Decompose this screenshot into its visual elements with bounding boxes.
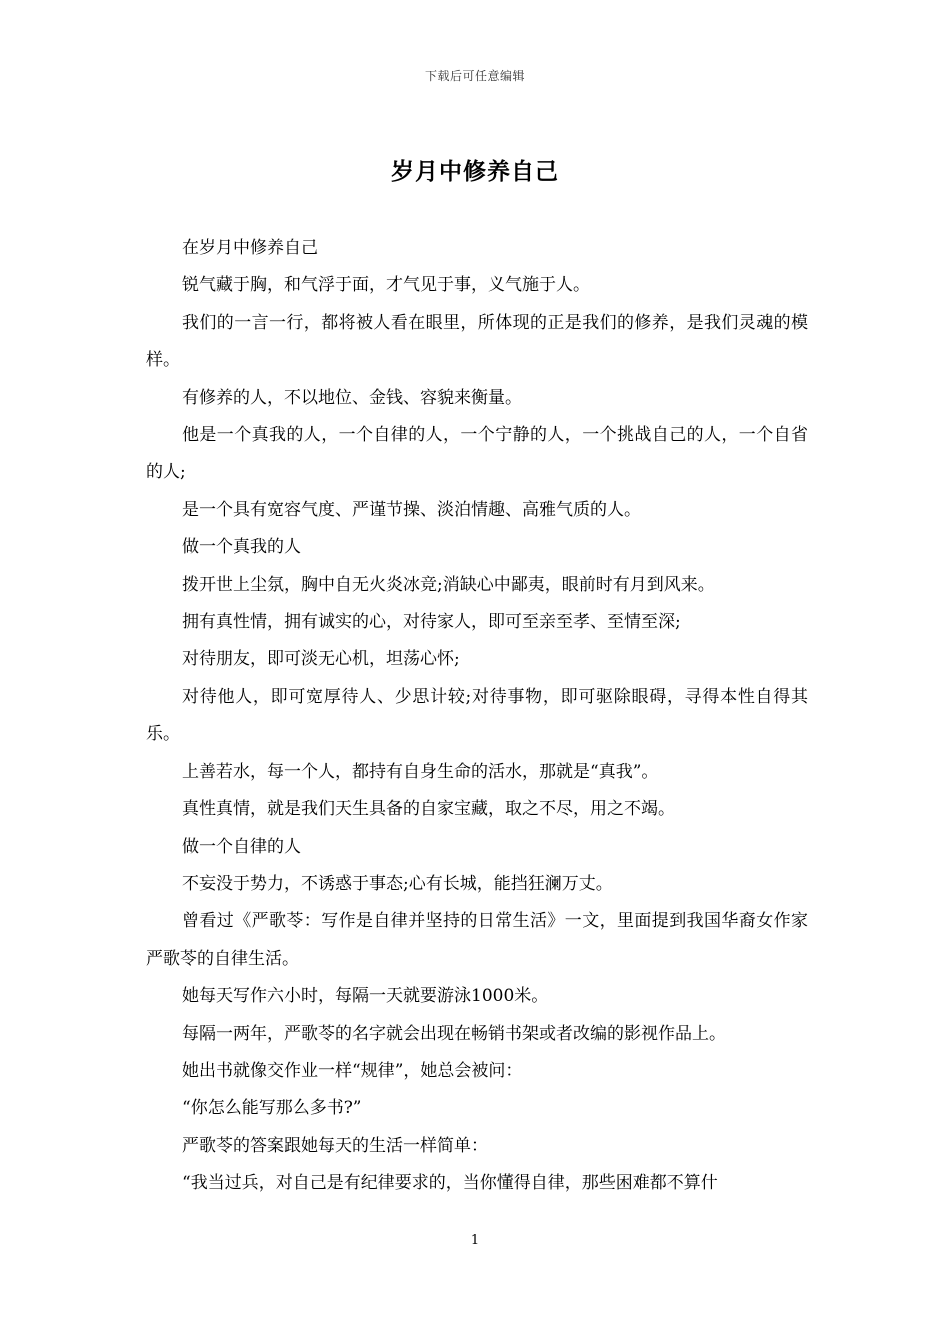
paragraph: 有修养的人，不以地位、金钱、容貌来衡量。 (182, 387, 522, 408)
paragraph: 她每天写作六小时，每隔一天就要游泳1000米。 (182, 986, 549, 1007)
paragraph: “你怎么能写那么多书?” (182, 1098, 362, 1119)
section-heading: 做一个自律的人 (182, 836, 301, 857)
paragraph: 对待朋友，即可淡无心机，坦荡心怀; (182, 649, 460, 670)
paragraph: 真性真情，就是我们天生具备的自家宝藏，取之不尽，用之不竭。 (182, 799, 675, 820)
page-number: 1 (470, 1233, 480, 1248)
paragraph: 他是一个真我的人，一个自律的人，一个宁静的人，一个挑战自己的人，一个自省的人; (146, 425, 808, 483)
page-header-note: 下载后可任意编辑 (424, 69, 525, 83)
paragraph: 在岁月中修养自己 (182, 238, 318, 258)
paragraph: 对待他人，即可宽厚待人、少思计较;对待事物，即可驱除眼碍，寻得本性自得其乐。 (146, 686, 808, 745)
paragraph: 锐气藏于胸，和气浮于面，才气见于事，义气施于人。 (182, 275, 590, 296)
paragraph: 她出书就像交作业一样“规律”，她总会被问： (182, 1060, 523, 1081)
section-heading: 做一个真我的人 (182, 537, 301, 558)
paragraph: 是一个具有宽容气度、严谨节操、淡泊情趣、高雅气质的人。 (182, 499, 641, 520)
paragraph: 每隔一两年，严歌苓的名字就会出现在畅销书架或者改编的影视作品上。 (182, 1023, 726, 1044)
paragraph: 我们的一言一行，都将被人看在眼里，所体现的正是我们的修养，是我们灵魂的模样。 (146, 312, 808, 371)
paragraph: 不妄没于势力，不诱惑于事态;心有长城，能挡狂澜万丈。 (182, 873, 613, 894)
document-title: 岁月中修养自己 (391, 158, 559, 185)
document-body (146, 230, 808, 1203)
paragraph: “我当过兵，对自己是有纪律要求的，当你懂得自律，那些困难都不算什 (182, 1173, 718, 1194)
paragraph: 拥有真性情，拥有诚实的心，对待家人，即可至亲至孝、至情至深; (182, 612, 681, 633)
paragraph: 曾看过《严歌苓：写作是自律并坚持的日常生活》一文，里面提到我国华裔女作家严歌苓的自律生活。 (146, 911, 808, 969)
paragraph: 严歌苓的答案跟她每天的生活一样简单： (182, 1135, 488, 1156)
paragraph: 上善若水，每一个人，都持有自身生命的活水，那就是“真我”。 (182, 761, 659, 782)
paragraph: 拨开世上尘氛，胸中自无火炎冰竞;消缺心中鄙夷，眼前时有月到风来。 (182, 574, 715, 595)
